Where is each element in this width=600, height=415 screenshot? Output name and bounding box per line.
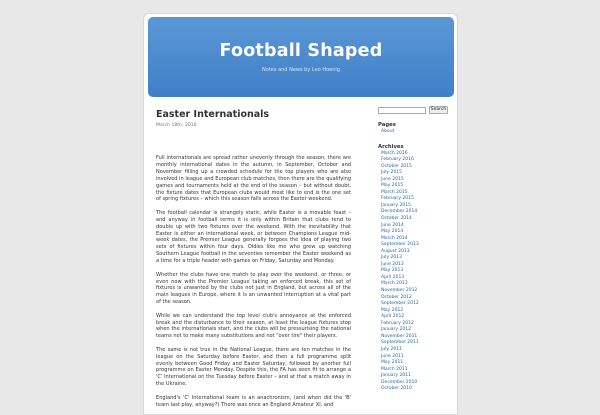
search-form (378, 106, 448, 114)
post-title-link[interactable]: Easter Internationals (156, 109, 270, 120)
archive-link[interactable]: November 2012 (381, 288, 418, 294)
archive-link[interactable]: July 2013 (381, 255, 402, 261)
archive-link[interactable]: May 2011 (381, 360, 404, 366)
archive-link[interactable]: December 2010 (381, 379, 418, 385)
post-paragraph: Whether the clubs have one match to play over the weekend, or three, or even now with the Premier League taking an enforced break, this set of fixtures is unwanted by the clubs not just in England, but across all of the main leagues in Europe, where it is an unwanted interruption at a vital part of the season. (156, 271, 351, 306)
archive-link[interactable]: January 2012 (381, 327, 411, 333)
blog-description: Notes and News by Leo Hoenig (262, 67, 340, 73)
archive-link[interactable]: February 2015 (381, 196, 414, 202)
search-button[interactable]: Search (430, 107, 447, 112)
page-container (143, 13, 458, 415)
post-paragraph: The football calendar is strangely static, while Easter is a movable feast – and anyway in football terms it is only within Britain that clubs tend to double up with two fixtures over the weekend. With the inevitability that Easter is either an international week, or between Champions League mid-week dates, the Premier League generally forgoes the idea of playing two sets of fixtures within four days. Oldies like me who grew up watching Southern League football in the seventies remember the Easter weekend as a time for a triple header with games on Friday, Saturday and Monday. (156, 209, 351, 265)
archive-link[interactable]: March 2014 (381, 235, 408, 241)
archive-link[interactable]: July 2011 (381, 346, 402, 352)
page-link-about[interactable]: About (381, 129, 395, 134)
archive-link[interactable]: December 2014 (381, 209, 418, 215)
blog-header (148, 17, 454, 97)
pages-widget-title: Pages (378, 122, 396, 128)
archive-link[interactable]: June 2015 (381, 176, 404, 182)
archive-link[interactable]: September 2013 (381, 242, 419, 248)
archive-link[interactable]: October 2012 (381, 294, 412, 300)
archive-link[interactable]: September 2011 (381, 340, 419, 346)
archive-link[interactable]: January 2011 (381, 373, 411, 379)
archive-link[interactable]: November 2011 (381, 333, 418, 339)
archive-link[interactable]: May 2012 (381, 307, 404, 313)
archive-link[interactable]: October 2010 (381, 386, 412, 392)
sidebar (378, 106, 448, 393)
archive-link[interactable]: March 2013 (381, 281, 408, 287)
archive-link[interactable]: June 2011 (381, 353, 404, 359)
archive-link[interactable]: June 2014 (381, 222, 404, 228)
archive-link[interactable]: May 2014 (381, 229, 404, 235)
archives-list (378, 151, 448, 393)
archive-link[interactable]: July 2015 (381, 170, 402, 176)
archive-link[interactable]: February 2016 (381, 157, 414, 163)
archive-link[interactable]: September 2012 (381, 301, 419, 307)
post-paragraph: The same is not true in the National League, there are ten matches in the league on the Saturday before Easter, and then a full programme split evenly between Good Friday and Easter Saturday, followed by another full programme on Easter Monday. Despite this, the FA has seen fit to arrange a 'C' International on the Tuesday before Easter – and at that a match away in the Ukraine. (156, 346, 351, 388)
archive-link[interactable]: February 2012 (381, 320, 414, 326)
archives-widget-title: Archives (378, 143, 404, 150)
archive-link[interactable]: May 2013 (381, 268, 404, 274)
post-date: March 18th, 2016 (156, 123, 197, 128)
search-input[interactable] (378, 107, 426, 114)
archive-link[interactable]: June 2013 (381, 261, 404, 267)
post-paragraph: Full internationals are spread rather unevenly through the season, there are monthly international dates in the autumn, in September, October and November filling up a crowded schedule for the top players who are also involved in league and European club matches, then there are the qualifying games and tournaments held at the end of the season – but without doubt, the fixture dates that European clubs would most like to end is the one set of spring fixtures – which this season falls across the Easter weekend. (156, 155, 351, 203)
post-paragraph: While we can understand the top level club's annoyance at the enforced break and the disturbance to their season, at least the league fixtures stop when the internationals start, and the clubs will be pressurising the national teams not to make many substitutions and not "over tire" their players. (156, 312, 351, 340)
archive-link[interactable]: October 2015 (381, 163, 412, 169)
archive-link[interactable]: August 2013 (381, 248, 410, 254)
archive-link[interactable]: January 2015 (381, 202, 411, 208)
archive-link[interactable]: March 2015 (381, 189, 408, 195)
archive-link[interactable]: March 2011 (381, 366, 408, 372)
archive-link[interactable]: May 2015 (381, 183, 404, 189)
archive-link[interactable]: April 2012 (381, 314, 405, 320)
blog-title-link[interactable]: Football Shaped (219, 41, 383, 61)
post-body (156, 155, 351, 409)
archive-link[interactable]: March 2016 (381, 150, 408, 156)
archive-link[interactable]: April 2013 (381, 274, 405, 280)
archive-link[interactable]: October 2014 (381, 216, 412, 222)
pages-list (378, 129, 448, 136)
post-content (156, 109, 351, 415)
post-paragraph: England's 'C' International team is an anachronism, (and when did the 'B' team last play, anyway?) There was once an England Amateur XI, and (156, 394, 351, 408)
